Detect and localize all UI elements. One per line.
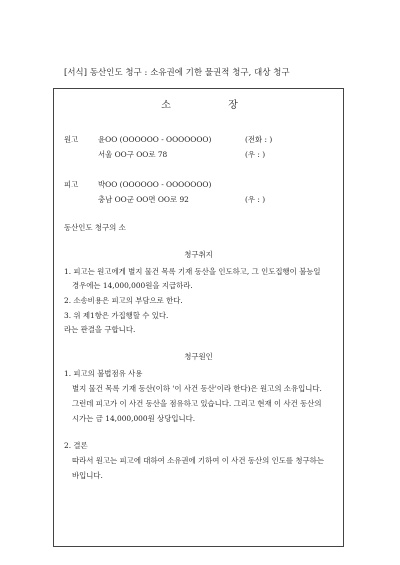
claims-item-3: 3. 위 제1항은 가집행할 수 있다. xyxy=(64,311,169,320)
plaintiff-role: 원고 xyxy=(64,135,79,144)
causes-section-1-line-2: 그런데 피고가 이 사건 동산을 점유하고 있습니다. 그리고 현재 이 사건 동산의 xyxy=(72,399,322,408)
claims-item-1-line-2: 경우에는 14,000,000원을 지급하라. xyxy=(72,281,193,290)
defendant-zip: (우 : ) xyxy=(245,195,266,204)
defendant-address: 충남 OO군 OO면 OO로 92 xyxy=(98,195,189,204)
claims-item-2: 2. 소송비용은 피고의 부담으로 한다. xyxy=(64,296,183,305)
plaintiff-name: 윤OO (OOOOOO - OOOOOOO) xyxy=(98,135,212,144)
defendant-role: 피고 xyxy=(64,180,79,189)
case-name: 동산인도 청구의 소 xyxy=(64,223,126,232)
document-title-char-2: 장 xyxy=(228,100,239,111)
claims-heading: 청구취지 xyxy=(184,250,213,259)
causes-section-2-line-2: 바입니다. xyxy=(72,471,103,480)
form-title: [서식] 동산인도 청구 : 소유권에 기한 물권적 청구, 대상 청구 xyxy=(64,67,290,77)
claims-closing: 라는 판결을 구합니다. xyxy=(64,325,136,334)
document-title xyxy=(0,96,400,111)
claims-item-1-line-1: 1. 피고는 원고에게 별지 물건 목록 기재 동산을 인도하고, 그 인도집행이 불능일 xyxy=(64,267,321,276)
plaintiff-zip: (우 : ) xyxy=(245,150,266,159)
causes-section-2-title: 2. 결론 xyxy=(64,441,88,450)
plaintiff-phone: (전화 : ) xyxy=(245,135,273,144)
causes-section-1-title: 1. 피고의 불법점유 사용 xyxy=(64,369,143,378)
causes-section-2-line-1: 따라서 원고는 피고에 대하여 소유권에 기하여 이 사건 동산의 인도를 청구하는 xyxy=(72,456,324,465)
plaintiff-address: 서울 OO구 OO로 78 xyxy=(98,150,168,159)
causes-section-1-line-1: 별지 물건 목록 기재 동산(이하 '이 사건 동산'이라 한다)은 원고의 소유입니다. xyxy=(72,384,322,393)
causes-section-1-line-3: 시가는 금 14,000,000원 상당입니다. xyxy=(72,414,196,423)
causes-heading: 청구원인 xyxy=(184,352,213,361)
document-title-char-1: 소 xyxy=(161,100,172,111)
defendant-name: 박OO (OOOOOO - OOOOOOO) xyxy=(98,180,212,189)
